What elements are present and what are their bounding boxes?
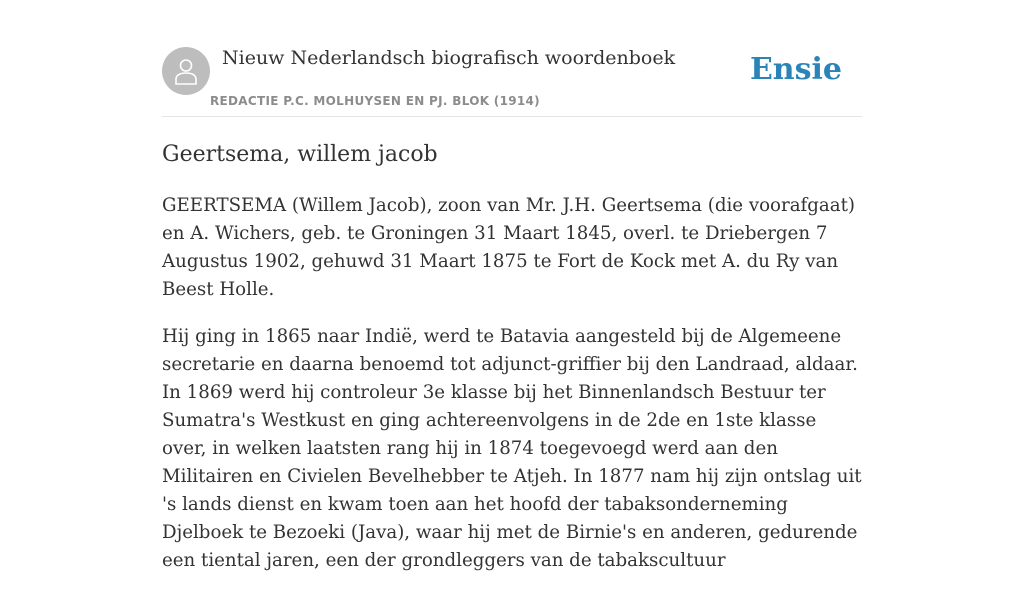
brand-logo[interactable]: Ensie: [749, 52, 842, 87]
book-subtitle: REDACTIE P.C. MOLHUYSEN EN PJ. BLOK (1914): [210, 94, 540, 108]
book-title[interactable]: Nieuw Nederlandsch biografisch woordenboek: [222, 47, 676, 69]
article-title: Geertsema, willem jacob: [162, 142, 438, 167]
header: [162, 46, 862, 117]
article-body: [162, 192, 862, 594]
user-icon: [174, 57, 198, 85]
article-paragraph: GEERTSEMA (Willem Jacob), zoon van Mr. J.H. Geertsema (die voorafgaat) en A. Wichers, geb. te Groningen 31 Maart 1845, overl. te Driebergen 7 Augustus 1902, gehuwd 31 Maart 1875 te Fort de Kock met A. du Ry van Beest Holle.: [162, 195, 855, 300]
avatar[interactable]: [162, 47, 210, 95]
article-paragraph: Hij ging in 1865 naar Indië, werd te Batavia aangesteld bij de Algemeene secretarie en daarna benoemd tot adjunct-griffier bij den Landraad, aldaar. In 1869 werd hij controleur 3e klasse bij het Binnenlandsch Bestuur ter Sumatra's Westkust en ging achtereenvolgens in de 2de en 1ste klasse over, in welken laatsten rang hij in 1874 toegevoegd werd aan den Militairen en Civielen Bevelhebber te Atjeh. In 1877 nam hij zijn ontslag uit 's lands dienst en kwam toen aan het hoofd der tabaksonderneming Djelboek te Bezoeki (Java), waar hij met de Birnie's en anderen, gedurende een tiental jaren, een der grondleggers van de tabakscultuur: [162, 326, 862, 571]
